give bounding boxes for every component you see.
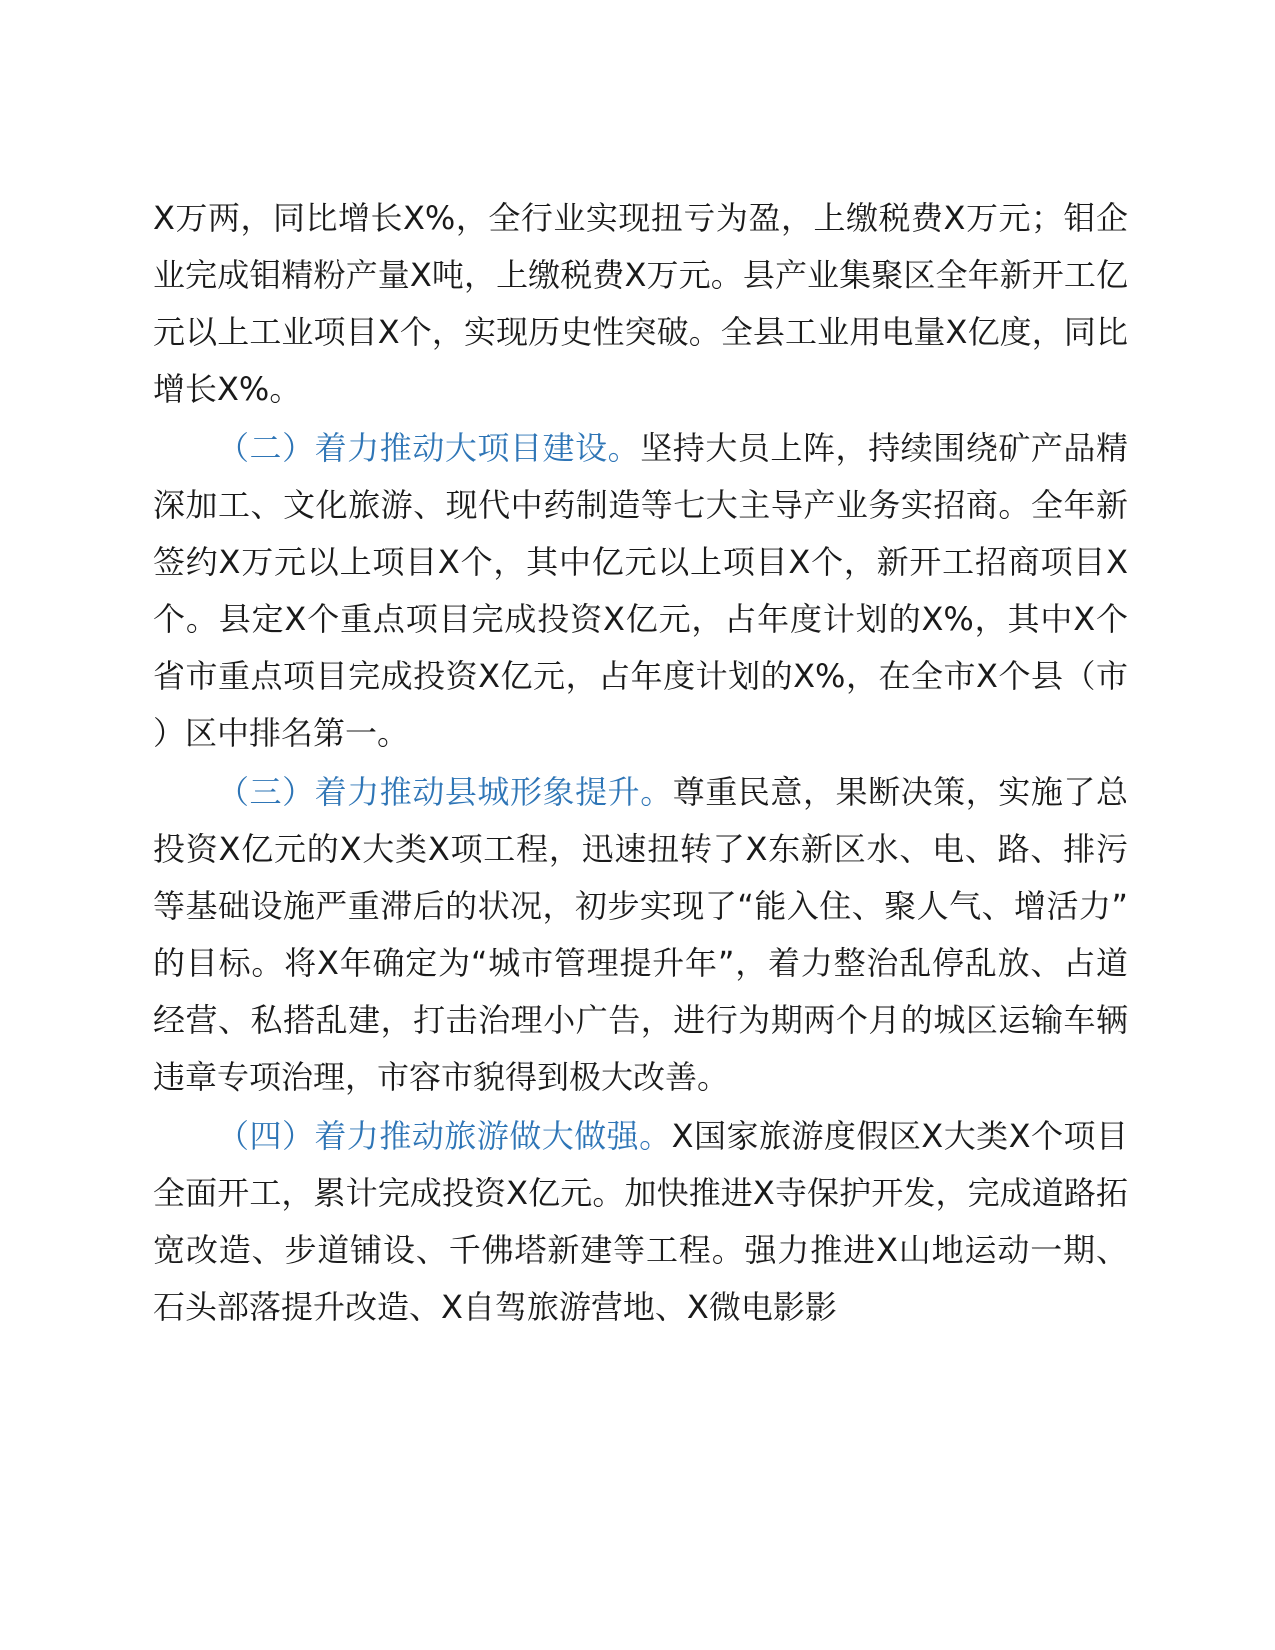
paragraph-1 <box>153 190 1128 418</box>
section-heading-4: （四）着力推动旅游做大做强。 <box>217 1117 672 1155</box>
paragraph-2 <box>153 420 1128 762</box>
paragraph-1-body: X万两，同比增长X%，全行业实现扭亏为盈，上缴税费X万元；钼企业完成钼精粉产量X吨，上缴税费X万元。县产业集聚区全年新开工亿元以上工业项目X个，实现历史性突破。全县工业用电量X亿度，同比增长X%。 <box>153 199 1128 408</box>
section-heading-3: （三）着力推动县城形象提升。 <box>217 773 673 811</box>
paragraph-4 <box>153 1108 1128 1336</box>
paragraph-4-body: X国家旅游度假区X大类X个项目全面开工，累计完成投资X亿元。加快推进X寺保护开发，完成道路拓宽改造、步道铺设、千佛塔新建等工程。强力推进X山地运动一期、石头部落提升改造、X自驾旅游营地、X微电影影 <box>153 1117 1128 1326</box>
paragraph-2-body: 坚持大员上阵，持续围绕矿产品精深加工、文化旅游、现代中药制造等七大主导产业务实招商。全年新签约X万元以上项目X个，其中亿元以上项目X个，新开工招商项目X个。县定X个重点项目完成投资X亿元，占年度计划的X%，其中X个省市重点项目完成投资X亿元，占年度计划的X%，在全市X个县（市）区中排名第一。 <box>153 429 1128 752</box>
document-body <box>153 190 1128 1338</box>
paragraph-3 <box>153 764 1128 1106</box>
section-heading-2: （二）着力推动大项目建设。 <box>217 429 641 467</box>
paragraph-3-body: 尊重民意，果断决策，实施了总投资X亿元的X大类X项工程，迅速扭转了X东新区水、电、路、排污等基础设施严重滞后的状况，初步实现了“能入住、聚人气、增活力”的目标。将X年确定为“城市管理提升年”，着力整治乱停乱放、占道经营、私搭乱建，打击治理小广告，进行为期两个月的城区运输车辆违章专项治理，市容市貌得到极大改善。 <box>153 773 1128 1096</box>
